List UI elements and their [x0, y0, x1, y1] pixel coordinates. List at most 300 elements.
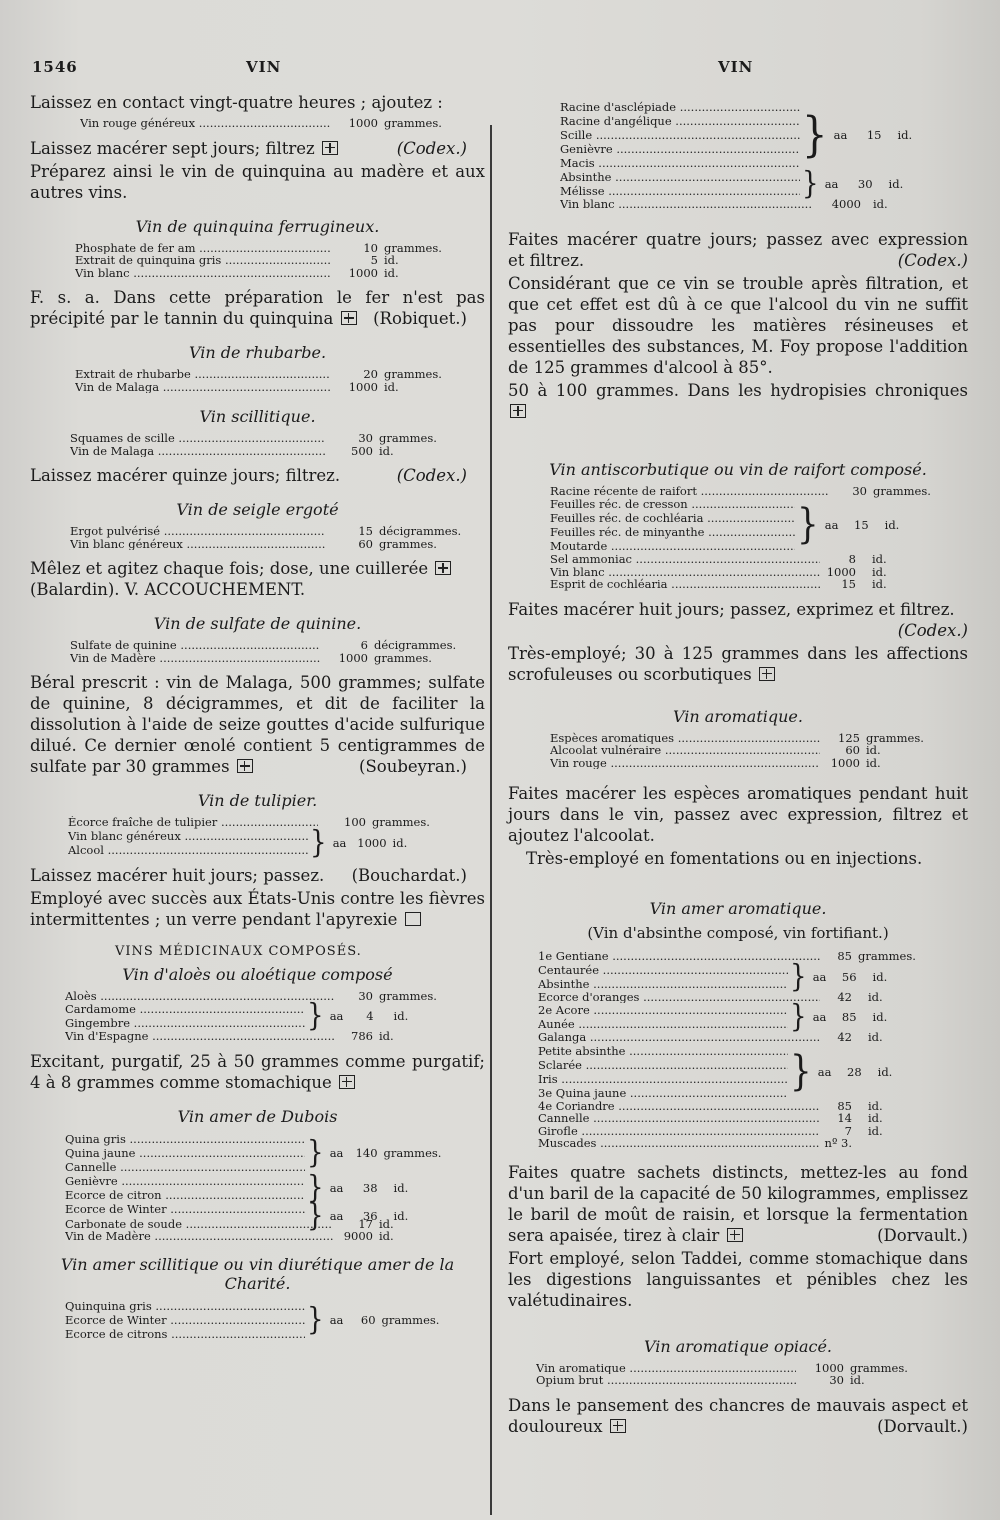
section-heading: Vin aromatique. — [673, 706, 803, 726]
section-heading: Vin antiscorbutique ou vin de raifort composé. — [549, 459, 927, 479]
ingredient-name: 4e Coriandre ..... — [538, 1100, 820, 1113]
filter-symbol-icon — [610, 1419, 626, 1433]
ingredient-name: Vin blanc ..... — [560, 198, 811, 211]
section-heading: Vin amer aromatique. — [649, 899, 827, 918]
ingredient-quantity: 1000 — [348, 379, 378, 394]
paragraph: Très-employé en fomentations ou en injections. — [526, 849, 923, 868]
group-names — [538, 1044, 788, 1100]
recipe-row — [550, 578, 968, 591]
ingredient-name: Vin blanc ..... — [550, 566, 820, 579]
recipe-group — [65, 1169, 485, 1206]
ingredient-unit: id. — [873, 197, 888, 211]
ingredient-unit: grammes. — [374, 650, 432, 665]
text: (Dorvault.) — [877, 1225, 968, 1245]
ingredient-name: Ergot pulvérisé ..... — [70, 525, 325, 538]
section-heading: Vin de rhubarbe. — [188, 343, 327, 362]
paragraph: Considérant que ce vin se trouble après filtration, et que cet effet est dû à ce que l'alcool du vin ne suffit pas pour dissoudre les matières résineuses et essentielles des substances, M. Foy propose l'addition de 125 grammes d'alcool à 85°. — [508, 273, 968, 377]
section-subheading: (Vin d'absinthe composé, vin fortifiant.) — [587, 924, 889, 942]
ingredient-quantity: 15 — [854, 518, 869, 532]
ingredient-unit: décigrammes. — [374, 638, 457, 652]
group-names — [65, 1132, 305, 1174]
ana-marker: aa — [824, 518, 839, 532]
ingredient-name: Cannelle ..... — [538, 1112, 820, 1125]
paragraph — [508, 380, 968, 422]
paragraph — [508, 643, 968, 685]
recipe — [65, 990, 485, 1043]
recipe-group — [65, 998, 485, 1034]
filter-symbol-icon — [435, 561, 451, 575]
page-number: 1546 — [32, 58, 78, 76]
recipe-row — [75, 242, 485, 255]
paragraph: Fort employé, selon Taddei, comme stomachique dans les digestions languissantes et pénibles chez les valétudinaires. — [508, 1248, 968, 1310]
recipe-row — [550, 553, 968, 566]
recipe — [550, 732, 968, 770]
group-names — [560, 100, 800, 170]
ingredient-quantity: 60 — [845, 743, 860, 757]
ana-marker: aa — [329, 1009, 344, 1023]
ingredient-name: Vin de Malaga ..... — [75, 381, 330, 394]
paragraph: Laissez en contact vingt-quatre heures ; ajoutez : — [30, 93, 443, 112]
ingredient-unit: id. — [872, 1010, 888, 1024]
recipe-row — [75, 368, 485, 381]
ingredient-quantity: 140 — [355, 1145, 378, 1160]
ingredient-name: Ecorce de citrons ..... — [65, 1327, 305, 1341]
ingredient-name: Genièvre ..... — [65, 1174, 305, 1188]
brace: } — [307, 1169, 324, 1206]
paragraph — [508, 229, 968, 271]
ana-marker: aa — [329, 1208, 344, 1223]
ingredient-name: Mélisse ..... — [560, 184, 800, 198]
ingredient-quantity: 28 — [847, 1064, 862, 1079]
recipe — [538, 950, 968, 1150]
recipe — [65, 1132, 485, 1243]
ingredient-unit: décigrammes. — [379, 524, 462, 538]
section-heading: Vin de tulipier. — [197, 791, 318, 810]
brace: } — [310, 824, 327, 861]
text: (Bouchardat.) — [351, 865, 467, 885]
left-running-title: VIN — [246, 58, 282, 76]
brace: } — [797, 501, 819, 549]
ingredient-quantity: 85 — [837, 949, 852, 963]
text: F. s. a. Dans cette préparation le fer n'est pas précipité par le tannin du quinquina — [30, 288, 485, 328]
ingredient-quantity: 4000 — [831, 197, 861, 211]
text: Laissez macérer sept jours; filtrez — [30, 138, 315, 158]
recipe-row — [538, 1112, 968, 1125]
text: Faites macérer huit jours; passez, exprimez et filtrez. — [508, 599, 955, 619]
ingredient-quantity: 30 — [852, 483, 867, 498]
ingredient-quantity: 17 — [358, 1216, 373, 1231]
recipe-group — [65, 1132, 485, 1174]
ingredient-quantity: 1000 — [338, 650, 368, 665]
brace: } — [307, 1197, 324, 1234]
paragraph — [508, 599, 968, 641]
text: Très-employé; 30 à 125 grammes dans les affections scrofuleuses ou scorbutiques — [508, 643, 968, 684]
ingredient-name: Espèces aromatiques ..... — [550, 732, 820, 745]
recipe-group — [65, 1299, 485, 1341]
ingredient-name: Gingembre ..... — [65, 1016, 305, 1030]
recipe-row — [550, 757, 968, 770]
recipe — [80, 117, 485, 130]
right-running-title: VIN — [718, 58, 754, 76]
ana-marker: aa — [817, 1064, 832, 1079]
ingredient-unit: id. — [877, 1064, 893, 1079]
text: Employé avec succès aux États-Unis contre les fièvres intermittentes ; un verre pendant l'apyrexie — [30, 888, 485, 929]
group-names — [538, 963, 788, 991]
group-names — [538, 1003, 788, 1031]
recipe-row — [75, 254, 485, 267]
ingredient-name: Quina gris ..... — [65, 1132, 305, 1146]
ingredient-unit: grammes. — [866, 730, 924, 745]
ingredient-name: Feuilles réc. de minyanthe ..... — [550, 525, 795, 539]
brace: } — [802, 166, 819, 202]
recipe-row — [536, 1374, 968, 1387]
ingredient-name: Vin rouge généreux ..... — [80, 117, 330, 130]
ana-marker: aa — [824, 177, 839, 191]
ingredient-unit: id. — [866, 755, 881, 770]
ingredient-name: 3e Quina jaune ..... — [538, 1086, 788, 1100]
brace: } — [790, 999, 807, 1035]
paragraph — [30, 672, 485, 777]
ingredient-name: Sulfate de quinine ..... — [70, 639, 320, 652]
ingredient-name: Vin de Madère ..... — [70, 652, 320, 665]
recipe-group — [560, 166, 968, 202]
ingredient-quantity: 1000 — [826, 564, 856, 579]
recipe-row — [65, 1230, 485, 1243]
ingredient-name: Racine d'asclépiade ..... — [560, 100, 800, 114]
ingredient-unit: grammes. — [381, 1312, 440, 1327]
ingredient-quantity: 36 — [362, 1208, 378, 1223]
filter-symbol-icon — [322, 141, 338, 155]
ingredient-quantity: 14 — [837, 1111, 852, 1125]
recipe — [536, 1362, 968, 1387]
ingredient-unit: grammes. — [873, 483, 931, 498]
ingredient-quantity: 100 — [344, 815, 366, 829]
ingredient-unit: id. — [872, 552, 887, 566]
ingredient-quantity: 1000 — [348, 265, 378, 280]
ingredient-quantity: 500 — [351, 443, 373, 458]
recipe — [560, 100, 968, 211]
ingredient-unit: grammes. — [379, 988, 437, 1003]
recipe-row — [538, 1125, 968, 1138]
recipe-row — [550, 744, 968, 757]
filter-symbol-icon — [510, 404, 526, 418]
ingredient-name: Cannelle ..... — [65, 1160, 305, 1174]
ingredient-unit: id. — [897, 128, 913, 142]
recipe-row — [538, 1137, 968, 1150]
text: (Soubeyran.) — [359, 757, 467, 776]
ingredient-quantity: 15 — [841, 577, 856, 591]
ingredient-unit: id. — [379, 443, 394, 458]
ingredient-name: Quina jaune ..... — [65, 1146, 305, 1160]
recipe-row — [70, 639, 485, 652]
ingredient-unit: id. — [872, 577, 887, 591]
recipe-row — [538, 950, 968, 963]
ingredient-name: Scille ..... — [560, 128, 800, 142]
recipe-row — [70, 652, 485, 665]
paragraph — [30, 1051, 485, 1093]
ingredient-quantity: 125 — [838, 730, 860, 745]
recipe-row — [68, 816, 485, 829]
group-names — [68, 829, 308, 857]
section-heading: VINS MÉDICINAUX COMPOSÉS. — [115, 943, 362, 959]
brace: } — [307, 998, 324, 1034]
ingredient-name: Phosphate de fer am ..... — [75, 242, 330, 255]
ingredient-name: Feuilles réc. de cochléaria ..... — [550, 511, 795, 525]
ingredient-quantity: 9000 — [343, 1229, 373, 1243]
filter-symbol-icon — [237, 759, 253, 773]
ana-marker: aa — [812, 1010, 827, 1024]
ingredient-quantity: 56 — [841, 969, 857, 984]
ingredient-unit: id. — [393, 1208, 409, 1223]
recipe-row — [536, 1362, 968, 1375]
recipe-row — [75, 267, 485, 280]
ingredient-unit: grammes. — [850, 1360, 908, 1375]
ingredient-unit: id. — [384, 253, 399, 267]
recipe-group — [550, 497, 968, 553]
paragraph: Préparez ainsi le vin de quinquina au madère et aux autres vins. — [30, 161, 485, 202]
text: (Codex.) — [396, 138, 467, 158]
ingredient-name: Vin blanc généreux ..... — [70, 538, 325, 551]
ingredient-unit: id. — [384, 265, 399, 280]
ingredient-name: Iris ..... — [538, 1072, 788, 1086]
ingredient-quantity: 6 — [360, 638, 368, 652]
text: Faites macérer quatre jours; passez avec expression et filtrez. — [508, 229, 968, 270]
ingredient-unit: grammes. — [384, 367, 442, 381]
ingredient-unit: id. — [888, 177, 904, 191]
ingredient-name: Ecorce de Winter ..... — [65, 1202, 305, 1216]
ana-marker: aa — [329, 1312, 344, 1327]
recipe-row — [70, 538, 485, 551]
paragraph — [508, 1162, 968, 1246]
ingredient-quantity: 15 — [866, 128, 882, 142]
text: Dans le pansement des chancres de mauvais aspect et douloureux — [508, 1395, 968, 1436]
ingredient-unit: id. — [393, 1180, 409, 1195]
ingredient-name: Racine d'angélique ..... — [560, 114, 800, 128]
ingredient-unit: id. — [868, 1098, 883, 1113]
ingredient-unit: id. — [884, 518, 900, 532]
ingredient-unit: id. — [392, 835, 408, 850]
ingredient-name: Écorce fraîche de tulipier ..... — [68, 816, 318, 829]
section-heading: Vin de seigle ergoté — [176, 500, 339, 519]
text: Laissez macérer quinze jours; filtrez. — [30, 466, 341, 485]
section-heading: Vin scillitique. — [199, 407, 316, 426]
ingredient-unit: id. — [868, 1030, 883, 1044]
group-names — [560, 170, 800, 198]
ingredient-unit: id. — [379, 1216, 394, 1231]
section-heading: Vin amer de Dubois — [177, 1106, 338, 1126]
recipe — [75, 242, 485, 280]
text: (Codex.) — [897, 620, 968, 640]
ingredient-name: Sel ammoniac ..... — [550, 553, 820, 566]
ingredient-name: Opium brut ..... — [536, 1374, 796, 1387]
ingredient-name: Centaurée ..... — [538, 963, 788, 977]
recipe — [65, 1299, 485, 1341]
ingredient-unit: id. — [866, 743, 881, 757]
text: (Balardin). V. ACCOUCHEMENT. — [30, 580, 306, 599]
ingredient-name: Racine récente de raifort ..... — [550, 485, 829, 498]
ingredient-name: Muscades ..... — [538, 1137, 820, 1150]
ingredient-unit: id. — [868, 1123, 883, 1138]
filter-symbol-icon — [339, 1075, 355, 1089]
ana-marker: aa — [812, 969, 827, 984]
ingredient-quantity: 85 — [841, 1010, 857, 1024]
ingredient-quantity: 60 — [358, 536, 373, 551]
recipe-row — [75, 381, 485, 394]
ingredient-quantity: 1000 — [348, 116, 378, 130]
column-rule — [490, 125, 492, 1515]
group-names — [65, 1002, 305, 1030]
ingredient-quantity: 8 — [848, 552, 856, 566]
ingredient-name: Absinthe ..... — [538, 977, 788, 991]
ingredient-name: Ecorce de citron ..... — [65, 1188, 305, 1202]
ingredient-name: Quinquina gris ..... — [65, 1299, 305, 1313]
recipe-row — [70, 432, 485, 445]
recipe-row — [65, 990, 485, 1003]
ingredient-name: 2e Acore ..... — [538, 1003, 788, 1017]
ingredient-unit: id. — [872, 564, 887, 579]
recipe-row — [538, 1100, 968, 1113]
recipe-row — [560, 198, 968, 211]
brace: } — [790, 958, 807, 995]
ingredient-name: Galanga ..... — [538, 1031, 820, 1044]
recipe — [70, 525, 485, 550]
ingredient-unit: grammes. — [383, 1145, 442, 1160]
ingredient-name: Genièvre ..... — [560, 142, 800, 156]
paragraph — [30, 558, 485, 600]
filter-symbol-icon — [759, 667, 775, 681]
recipe-row — [65, 1030, 485, 1043]
recipe-row — [550, 566, 968, 579]
group-names — [65, 1299, 305, 1341]
ingredient-quantity: 10 — [363, 240, 378, 255]
ingredient-quantity: 42 — [837, 1030, 852, 1044]
section-heading: Vin amer scillitique ou vin diurétique amer de la Charité. — [60, 1254, 455, 1293]
ingredient-unit: id. — [872, 969, 888, 984]
filter-symbol-icon — [727, 1228, 743, 1242]
recipe — [70, 432, 485, 457]
glass-symbol-icon — [405, 912, 421, 926]
ingredient-quantity: 60 — [360, 1312, 376, 1327]
ingredient-quantity: 42 — [837, 989, 852, 1004]
ingredient-quantity: 1000 — [814, 1360, 844, 1375]
filter-symbol-icon — [341, 311, 357, 325]
ingredient-name: Extrait de rhubarbe ..... — [75, 368, 330, 381]
ingredient-quantity: 1000 — [830, 755, 860, 770]
text: (Robiquet.) — [373, 309, 467, 328]
recipe-row — [550, 732, 968, 745]
recipe — [70, 639, 485, 664]
ingredient-quantity: 20 — [363, 367, 378, 381]
ingredient-name: Vin blanc généreux ..... — [68, 829, 308, 843]
ingredient-name: Squames de scille ..... — [70, 432, 325, 445]
ingredient-name: Ecorce de Winter ..... — [65, 1313, 305, 1327]
ingredient-quantity: 85 — [837, 1098, 852, 1113]
ingredient-quantity: 4 — [366, 1009, 374, 1023]
brace: } — [802, 107, 828, 163]
ingredient-name: Aloès ..... — [65, 990, 335, 1003]
ingredient-name: Vin aromatique ..... — [536, 1362, 796, 1375]
section-heading: Vin d'aloès ou aloétique composé — [122, 964, 393, 984]
brace: } — [790, 1047, 812, 1096]
paragraph — [30, 465, 485, 486]
ingredient-name: Esprit de cochléaria ..... — [550, 578, 820, 591]
ingredient-quantity: 30 — [857, 177, 873, 191]
recipe-row — [538, 991, 968, 1004]
paragraph: Faites macérer les espèces aromatiques pendant huit jours dans le vin, passez avec expression, filtrez et ajoutez l'alcoolat. — [508, 784, 968, 845]
right-column — [508, 100, 968, 1439]
ingredient-name: 1e Gentiane ..... — [538, 950, 820, 963]
text: Mêlez et agitez chaque fois; dose, une cuillerée — [30, 559, 429, 578]
ingredient-name: Aunée ..... — [538, 1017, 788, 1031]
ingredient-quantity: 30 — [358, 988, 373, 1003]
brace: } — [307, 1301, 324, 1338]
recipe-group — [68, 824, 485, 861]
ingredient-unit: id. — [850, 1373, 865, 1387]
paragraph — [508, 1395, 968, 1437]
ingredient-quantity: 30 — [358, 431, 373, 445]
ingredient-name: Alcool ..... — [68, 843, 308, 857]
section-heading: Vin de quinquina ferrugineux. — [135, 216, 380, 236]
section-heading: Vin de sulfate de quinine. — [153, 614, 362, 633]
text: Excitant, purgatif, 25 à 50 grammes comme purgatif; 4 à 8 grammes comme stomachique — [30, 1051, 485, 1092]
ingredient-unit: grammes. — [858, 949, 916, 963]
ingredient-name: Vin d'Espagne ..... — [65, 1030, 335, 1043]
ingredient-name: Vin rouge ..... — [550, 757, 820, 770]
recipe — [75, 368, 485, 393]
paragraph — [30, 287, 485, 329]
ingredient-name: Girofle ..... — [538, 1125, 820, 1138]
text: Faites quatre sachets distincts, mettez-les au fond d'un baril de la capacité de 50 kilogrammes, emplissez le baril de moût de raisin, et lorsque la fermentation sera apaisée, tirez à clair — [508, 1162, 968, 1245]
paragraph — [30, 888, 485, 930]
recipe-row — [70, 445, 485, 458]
ingredient-quantity: 5 — [370, 253, 378, 267]
recipe-group — [538, 958, 968, 995]
recipe-row — [70, 525, 485, 538]
ingredient-unit: grammes. — [384, 240, 442, 255]
ingredient-quantity: nº 3. — [824, 1136, 852, 1150]
paragraph — [30, 138, 485, 159]
ingredient-name: Alcoolat vulnéraire ..... — [550, 744, 820, 757]
text: Béral prescrit : vin de Malaga, 500 grammes; sulfate de quinine, 8 décigrammes, et dit de faciliter la dissolution à l'aide de seize gouttes d'acide sulfurique dilué. Ce dernier œnolé contient 5 centigrammes de sulfate par 30 grammes — [30, 673, 485, 776]
ingredient-quantity: 1000 — [357, 835, 387, 850]
ingredient-name: Feuilles réc. de cresson ..... — [550, 497, 795, 511]
ingredient-name: Vin de Madère ..... — [65, 1230, 333, 1243]
ingredient-unit: id. — [868, 989, 883, 1004]
ingredient-unit: id. — [379, 1029, 394, 1043]
ingredient-name: Carbonate de soude ..... — [65, 1218, 333, 1231]
ingredient-name: Petite absinthe ..... — [538, 1044, 788, 1058]
ingredient-unit: id. — [384, 379, 399, 394]
paragraph — [30, 865, 485, 886]
ingredient-unit: id. — [379, 1229, 394, 1243]
recipe — [68, 815, 485, 861]
left-column — [30, 92, 485, 1349]
ana-marker: aa — [833, 128, 848, 142]
ingredient-name: Absinthe ..... — [560, 170, 800, 184]
recipe — [550, 485, 968, 591]
ingredient-name: Moutarde ..... — [550, 539, 795, 553]
ingredient-name: Vin blanc ..... — [75, 267, 330, 280]
ingredient-name: Macis ..... — [560, 156, 800, 170]
ana-marker: aa — [329, 1180, 344, 1195]
ana-marker: aa — [332, 835, 347, 850]
ingredient-quantity: 30 — [829, 1373, 844, 1387]
text: 50 à 100 grammes. Dans les hydropisies chroniques — [508, 380, 968, 400]
recipe-row — [550, 485, 968, 498]
recipe-group — [560, 100, 968, 170]
ingredient-name: Extrait de quinquina gris ..... — [75, 254, 330, 267]
ingredient-name: Sclarée ..... — [538, 1058, 788, 1072]
